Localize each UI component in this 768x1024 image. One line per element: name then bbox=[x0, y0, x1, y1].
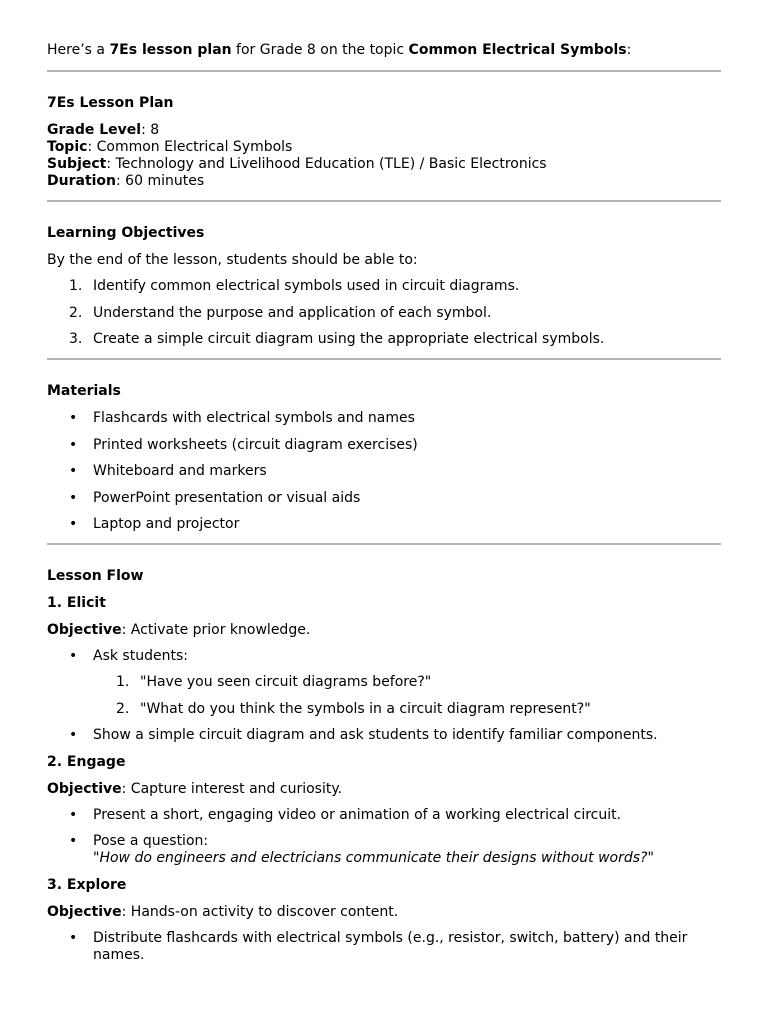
lesson-flow-heading: Lesson Flow bbox=[47, 568, 144, 584]
list-text: Understand the purpose and application of each symbol. bbox=[93, 304, 492, 321]
plan-fields bbox=[47, 122, 721, 190]
list-item bbox=[47, 930, 721, 964]
materials-list bbox=[47, 410, 721, 533]
objective-label: Objective bbox=[47, 780, 122, 797]
objective-text: : Activate prior knowledge. bbox=[121, 622, 311, 638]
field-value: : 8 bbox=[141, 122, 160, 138]
list-item bbox=[47, 305, 721, 322]
step-explore-objective bbox=[47, 904, 721, 921]
objectives-section bbox=[47, 202, 721, 348]
intro-bold-plan: 7Es lesson plan bbox=[109, 42, 232, 58]
objective-text: : Hands-on activity to discover content. bbox=[121, 903, 399, 920]
engage-list bbox=[47, 807, 721, 868]
list-item bbox=[47, 701, 721, 718]
field-label: Topic bbox=[47, 139, 88, 155]
field-label: Grade Level bbox=[47, 122, 142, 138]
bullet-icon: • bbox=[69, 489, 78, 506]
list-item bbox=[47, 490, 721, 507]
intro-middle: for Grade 8 on the topic bbox=[231, 42, 409, 58]
bullet-icon: • bbox=[69, 516, 78, 532]
list-text: Whiteboard and markers bbox=[93, 463, 267, 479]
list-item bbox=[47, 463, 721, 480]
list-text: Distribute flashcards with electrical symbols (e.g., resistor, switch, battery) and their names. bbox=[93, 929, 688, 963]
materials-heading: Materials bbox=[47, 383, 121, 399]
list-text: Ask students: bbox=[93, 648, 188, 664]
field-value: : Technology and Livelihood Education (TLE) / Basic Electronics bbox=[106, 156, 547, 172]
bullet-icon: • bbox=[69, 806, 78, 823]
list-text: PowerPoint presentation or visual aids bbox=[93, 489, 361, 506]
intro-prefix: Here’s a bbox=[47, 42, 110, 58]
list-item bbox=[47, 410, 721, 427]
list-number: 2. bbox=[116, 700, 130, 717]
objectives-lead: By the end of the lesson, students should be able to: bbox=[47, 252, 418, 268]
list-item bbox=[47, 278, 721, 295]
lesson-flow-section bbox=[47, 545, 721, 964]
step-elicit-objective bbox=[47, 622, 721, 639]
quote-mark: " bbox=[93, 850, 100, 866]
list-text: Present a short, engaging video or animation of a working electrical circuit. bbox=[93, 806, 622, 823]
list-item bbox=[47, 674, 721, 691]
list-text: Laptop and projector bbox=[93, 516, 240, 532]
bullet-icon: • bbox=[69, 436, 78, 453]
bullet-icon: • bbox=[69, 727, 78, 743]
list-text: Printed worksheets (circuit diagram exercises) bbox=[93, 436, 418, 453]
list-item bbox=[47, 437, 721, 454]
list-text: Identify common electrical symbols used in circuit diagrams. bbox=[93, 278, 520, 294]
bullet-icon: • bbox=[69, 410, 78, 426]
objectives-heading: Learning Objectives bbox=[47, 225, 205, 241]
list-text: Create a simple circuit diagram using the appropriate electrical symbols. bbox=[93, 331, 605, 347]
step-elicit-title: 1. Elicit bbox=[47, 595, 106, 611]
plan-title: 7Es Lesson Plan bbox=[47, 95, 174, 111]
list-item bbox=[47, 516, 721, 533]
list-text: "Have you seen circuit diagrams before?" bbox=[140, 674, 432, 690]
objective-text: : Capture interest and curiosity. bbox=[121, 780, 343, 797]
list-text: Flashcards with electrical symbols and names bbox=[93, 410, 415, 426]
list-item bbox=[47, 807, 721, 824]
bullet-icon: • bbox=[69, 833, 78, 849]
bullet-icon: • bbox=[69, 463, 78, 479]
list-text: Pose a question: bbox=[93, 833, 209, 849]
step-engage-objective bbox=[47, 781, 721, 798]
objective-label: Objective bbox=[47, 622, 122, 638]
explore-list bbox=[47, 930, 721, 964]
plan-info-section bbox=[47, 72, 721, 200]
intro-bold-topic: Common Electrical Symbols bbox=[408, 42, 627, 58]
field-label: Subject bbox=[47, 156, 107, 172]
list-number: 1. bbox=[116, 674, 130, 690]
field-label: Duration bbox=[47, 173, 117, 189]
materials-section bbox=[47, 360, 721, 533]
list-item bbox=[47, 331, 721, 348]
elicit-questions bbox=[93, 674, 721, 718]
objective-label: Objective bbox=[47, 903, 122, 920]
objectives-list bbox=[47, 278, 721, 348]
list-number: 1. bbox=[69, 278, 83, 294]
intro-suffix: : bbox=[626, 42, 632, 58]
bullet-icon: • bbox=[69, 929, 78, 946]
list-item bbox=[47, 648, 721, 718]
list-number: 3. bbox=[69, 331, 83, 347]
step-explore-title: 3. Explore bbox=[47, 876, 127, 893]
step-engage-title: 2. Engage bbox=[47, 753, 126, 770]
elicit-list bbox=[47, 648, 721, 744]
field-duration bbox=[47, 173, 721, 190]
list-number: 2. bbox=[69, 304, 83, 321]
list-text: "What do you think the symbols in a circuit diagram represent?" bbox=[140, 700, 591, 717]
list-item bbox=[47, 727, 721, 744]
list-text: Show a simple circuit diagram and ask students to identify familiar components. bbox=[93, 727, 658, 743]
bullet-icon: • bbox=[69, 648, 78, 664]
list-item bbox=[47, 833, 721, 867]
question-quote: How do engineers and electricians communicate their designs without words? bbox=[99, 850, 648, 866]
quote-mark: " bbox=[647, 850, 654, 866]
field-grade-level bbox=[47, 122, 721, 139]
intro-line bbox=[47, 42, 721, 59]
field-value: : 60 minutes bbox=[116, 173, 205, 189]
field-topic bbox=[47, 139, 721, 156]
field-value: : Common Electrical Symbols bbox=[87, 139, 293, 155]
field-subject bbox=[47, 156, 721, 173]
